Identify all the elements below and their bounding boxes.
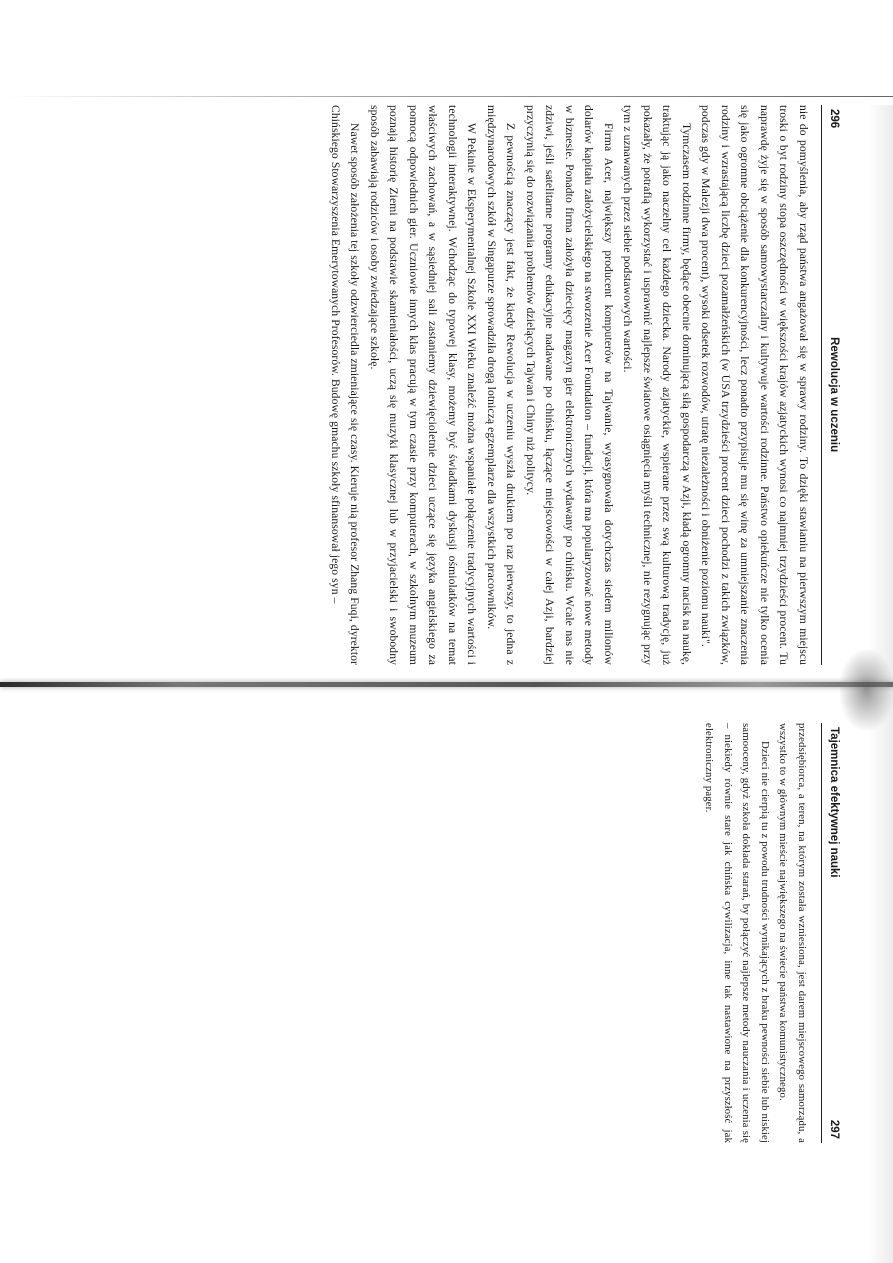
- paragraph: W Pekinie w Eksperymentalnej Szkole XXI Wieku znaleźć można wspaniałe połączenie tradycyjnych wartości i technologii interaktywnej. Wchodząc do typowej klasy, możemy być świadkami dyskusji ośmiolatków na temat właściwych zachowań, a w sąsiedniej sali zastaniemy dziewięcioletnie dzieci uczące się języka angielskiego za pomocą odpowiednich gier. Uczniowie innych klas pracują w tym czasie przy komputerach, w szkolnym muzeum poznają historię Ziemi na podstawie skamieniałości, uczą się muzyki klasycznej lub w przyjacielski i swobodny sposób zabawiają rodziców i osoby zwiedzające szkołę.: [368, 105, 479, 665]
- paragraph: Tymczasem rodzinne firmy, będące obecnie dominującą siłą gospodarczą w Azji, kładą ogromny nacisk na naukę, traktując ją jako naczelny cel każdego dziecka. Narody azjatyckie, wspierane przez swą kulturową tradycję, już pokazały, że potrafią wykorzystać i usprawnić najlepsze światowe osiągnięcia myśli technicznej, nie rezygnując przy tym z uznawanych przez siebie podstawowych wartości.: [621, 105, 693, 665]
- running-head-296: [821, 105, 840, 665]
- running-title: Rewolucja w uczeniu: [828, 337, 840, 453]
- paragraph: Firma Acer, największy producent komputerów na Tajwanie, wyasygnowała dotychczas siedem milionów dolarów kapitału założycielskiego na stworzenie Acer Foundation – fundacji, która ma popularyzować nowe metody w biznesie. Ponadto firma założyła dziecięcy magazyn gier elektronicznych wydawany po chińsku. Wcale nas nie zdziwi, jeśli satelitarne programy edukacyjne nadawane po chińsku, łączące miejscowości w całej Azji, bardziej przyczynią się do rozwiązania problemów dzielących Tajwan i Chiny niż politycy.: [524, 105, 615, 665]
- running-head-297: [821, 723, 840, 1143]
- page-297: [625, 723, 840, 1143]
- running-title: Tajemnica efektywnej nauki: [828, 727, 840, 878]
- paragraph: przedsiębiorca, a teren, na którym została wzniesiona, jest darem miejscowego samorządu, a wszystko to w głównym mieście największego na świecie państwa komunistycznego.: [777, 723, 808, 1143]
- page-number: 297: [828, 1119, 840, 1139]
- paragraph: Z pewnością znaczący jest fakt, że kiedy Rewolucja w uczeniu wyszła drukiem po raz pierwszy, to jedna z międzynarodowych szkół w Singapurze sprowadziła drogą lotniczą egzemplarze dla wszystkich pracowników.: [485, 105, 518, 665]
- paragraph: nie do pomyślenia, aby rząd państwa angażował się w sprawy rodziny. To dzięki stawianiu na pierwszym miejscu troski o byt rodziny stopa oszczędności w większości krajów azjatyckich wynosi co najmniej trzydzieści procent. Tu naprawdę żyje się w sposób samowystarczalny i kultywuje wartości rodzinne. Państwo opiekuńcze nie tylko ocenia się jako ogromne obciążenie dla konkurencyjności, lecz ponadto przypisuje mu się winę za umniejszanie znaczenia rodziny i wzrastającą liczbę dzieci pozamałżeńskich (w USA trzydzieści procent dzieci pochodzi z takich związków, podczas gdy w Malezji dwa procent), wysoki odsetek rozwodów, utratę niezależności i obniżenie poziomu nauki".: [699, 105, 810, 665]
- page-296: [50, 105, 840, 665]
- book-gutter: [0, 682, 893, 687]
- paragraph: Nawet sposób założenia tej szkoły odzwierciedla zmieniające się czasy. Kieruje nią profesor Zhang Fuqi, dyrektor Chińskiego Stowarzyszenia Emerytowanych Profesorów. Budowę gmachu szkoły sfinansował jego syn –: [329, 105, 362, 665]
- page-number: 296: [828, 109, 840, 129]
- scan-edge-line: [0, 96, 893, 97]
- gutter-shadow: [840, 650, 893, 730]
- body-text-296: [326, 105, 814, 665]
- body-text-297: [700, 723, 811, 1143]
- paragraph: Dzieci nie cierpią tu z powodu trudności wynikających z braku pewności siebie lub niskiej samooceny, gdyż szkoła dokłada starań, by połączyć najlepsze metody nauczania i uczenia się – niekiedy równie stare jak chińska cywilizacja, inne tak nastawione na przyszłość jak elektroniczny pager.: [703, 723, 771, 1143]
